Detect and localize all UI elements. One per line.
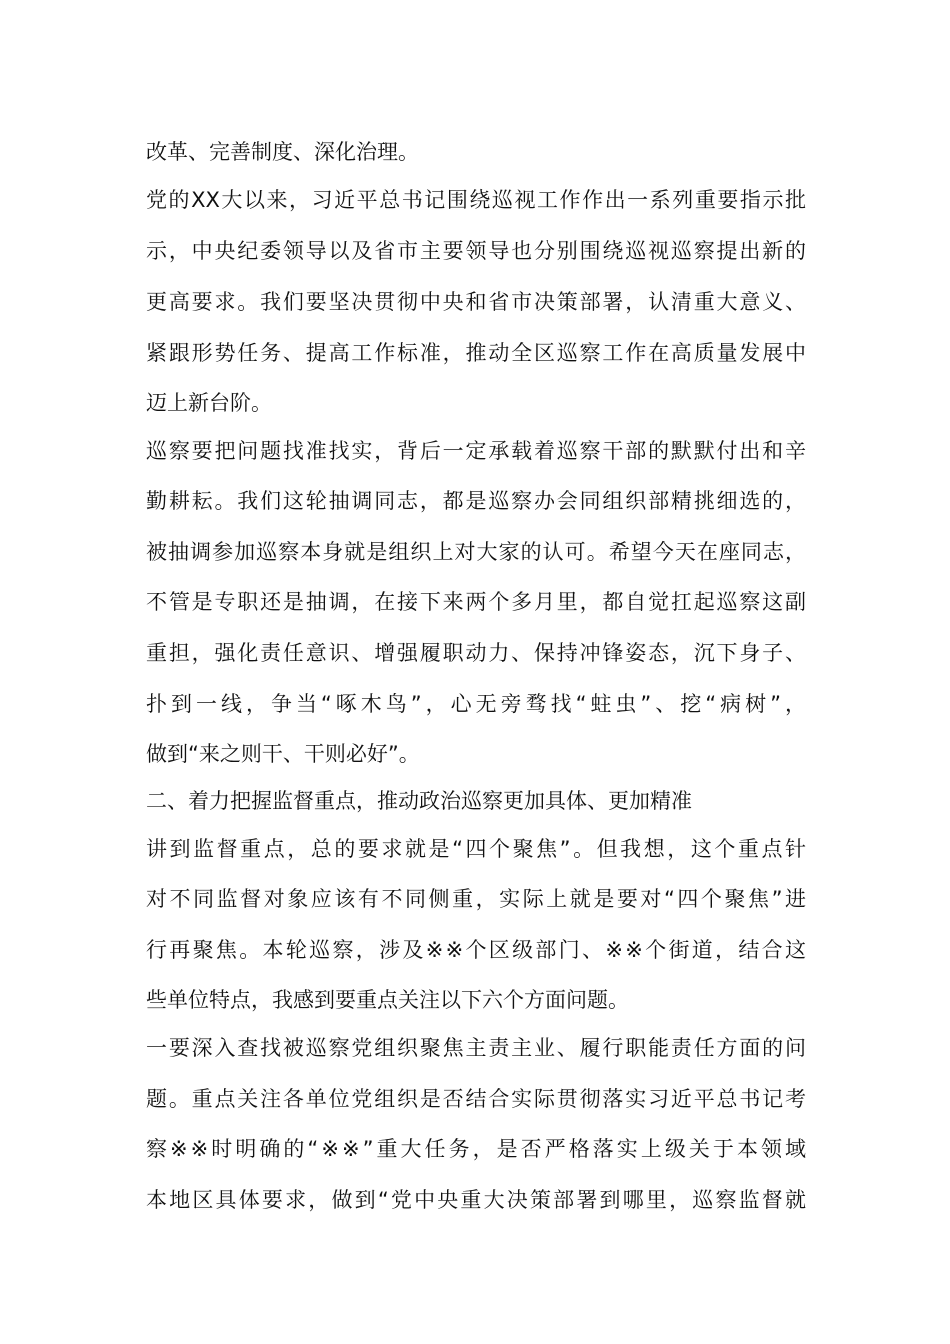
- text-line: 一要深入查找被巡察党组织聚焦主责主业、履行职能责任方面的问: [146, 1036, 806, 1060]
- text-line: 些单位特点，我感到要重点关注以下六个方面问题。: [146, 988, 629, 1012]
- text-line: 不管是专职还是抽调，在接下来两个多月里，都自觉扛起巡察这副: [146, 590, 806, 614]
- text-line: 示，中央纪委领导以及省市主要领导也分别围绕巡视巡察提出新的: [146, 239, 806, 263]
- text-line: 对不同监督对象应该有不同侧重，实际上就是要对“四个聚焦”进: [146, 887, 806, 911]
- text-line: 本地区具体要求，做到“党中央重大决策部署到哪里，巡察监督就: [146, 1188, 806, 1212]
- text-line: 做到“来之则干、干则必好”。: [146, 742, 420, 766]
- text-line: 党的XX大以来，习近平总书记围绕巡视工作作出一系列重要指示批: [146, 188, 806, 212]
- text-line: 扑到一线，争当“啄木鸟”，心无旁骛找“蛀虫”、挖“病树”，: [146, 692, 806, 716]
- text-line: 行再聚焦。本轮巡察，涉及※※个区级部门、※※个街道，结合这: [146, 938, 806, 962]
- text-line: 迈上新台阶。: [146, 391, 272, 415]
- text-line: 更高要求。我们要坚决贯彻中央和省市决策部署，认清重大意义、: [146, 290, 806, 314]
- text-line: 勤耕耘。我们这轮抽调同志，都是巡察办会同组织部精挑细选的，: [146, 489, 806, 513]
- text-line: 察※※时明确的“※※”重大任务，是否严格落实上级关于本领域: [146, 1137, 806, 1161]
- text-line: 巡察要把问题找准找实，背后一定承载着巡察干部的默默付出和辛: [146, 439, 806, 463]
- text-line: 重担，强化责任意识、增强履职动力、保持冲锋姿态，沉下身子、: [146, 641, 806, 665]
- text-line: 题。重点关注各单位党组织是否结合实际贯彻落实习近平总书记考: [146, 1087, 806, 1111]
- text-line: 被抽调参加巡察本身就是组织上对大家的认可。希望今天在座同志，: [146, 540, 806, 564]
- text-line: 紧跟形势任务、提高工作标准，推动全区巡察工作在高质量发展中: [146, 341, 806, 365]
- text-line: 讲到监督重点，总的要求就是“四个聚焦”。但我想，这个重点针: [146, 837, 806, 861]
- section-heading: 二、着力把握监督重点，推动政治巡察更加具体、更加精准: [146, 789, 692, 813]
- text-line: 改革、完善制度、深化治理。: [146, 140, 419, 164]
